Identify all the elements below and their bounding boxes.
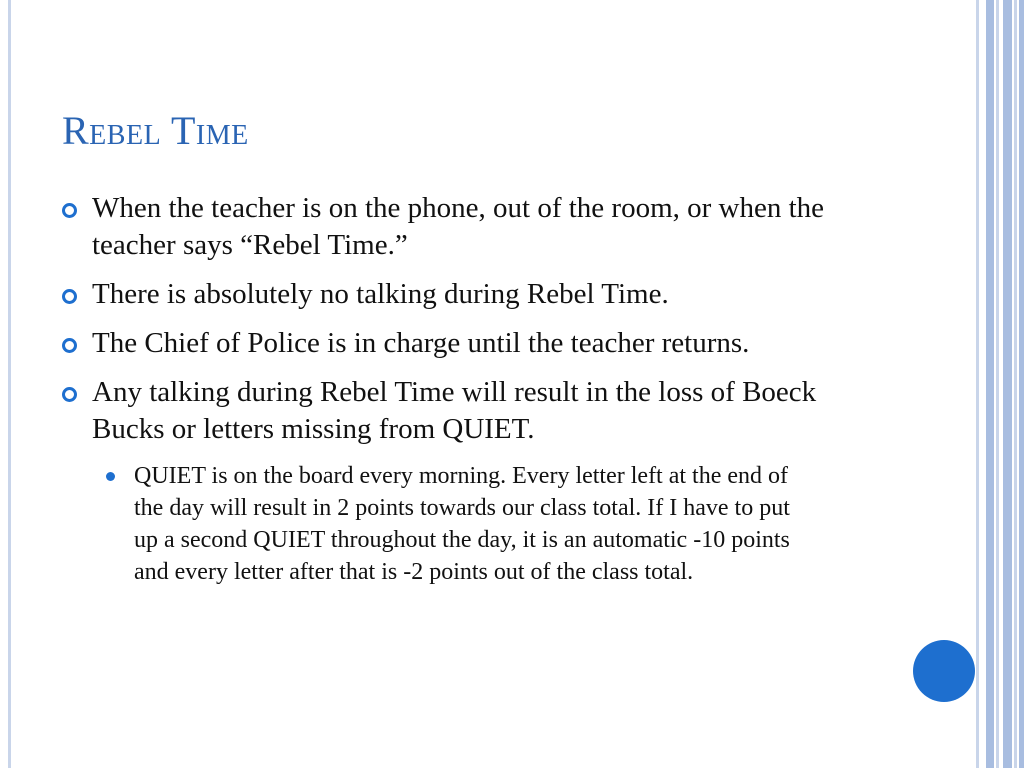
right-stripe [1019, 0, 1024, 768]
hollow-circle-icon [62, 387, 77, 402]
sub-bullet-text: QUIET is on the board every morning. Every letter left at the end of the day will result in 2 points towards our class total. If I have to put up a second QUIET throughout the day, it is an automatic -10 points and every letter after that is -2 points out of the class total. [134, 463, 790, 585]
right-stripe [1003, 0, 1012, 768]
accent-circle [913, 640, 975, 702]
right-stripe [986, 0, 994, 768]
hollow-circle-icon [62, 338, 77, 353]
slide-content [62, 190, 862, 588]
bullet-item [62, 325, 862, 362]
right-stripe [1014, 0, 1017, 768]
hollow-circle-icon [62, 289, 77, 304]
bullet-text: There is absolutely no talking during Rebel Time. [92, 278, 669, 310]
bullet-item [62, 374, 862, 448]
hollow-circle-icon [62, 203, 77, 218]
sub-bullet-item [104, 460, 794, 588]
bullet-item [62, 190, 862, 264]
bullet-text: The Chief of Police is in charge until the teacher returns. [92, 327, 750, 359]
bullet-text: Any talking during Rebel Time will result in the loss of Boeck Bucks or letters missing from QUIET. [92, 376, 817, 445]
bullet-text: When the teacher is on the phone, out of the room, or when the teacher says “Rebel Time.” [92, 192, 825, 261]
filled-dot-icon [106, 472, 115, 481]
right-stripe [976, 0, 979, 768]
slide-title: Rebel Time [62, 108, 249, 153]
left-frame-line [8, 0, 11, 768]
bullet-item [62, 276, 862, 313]
right-stripe [996, 0, 999, 768]
